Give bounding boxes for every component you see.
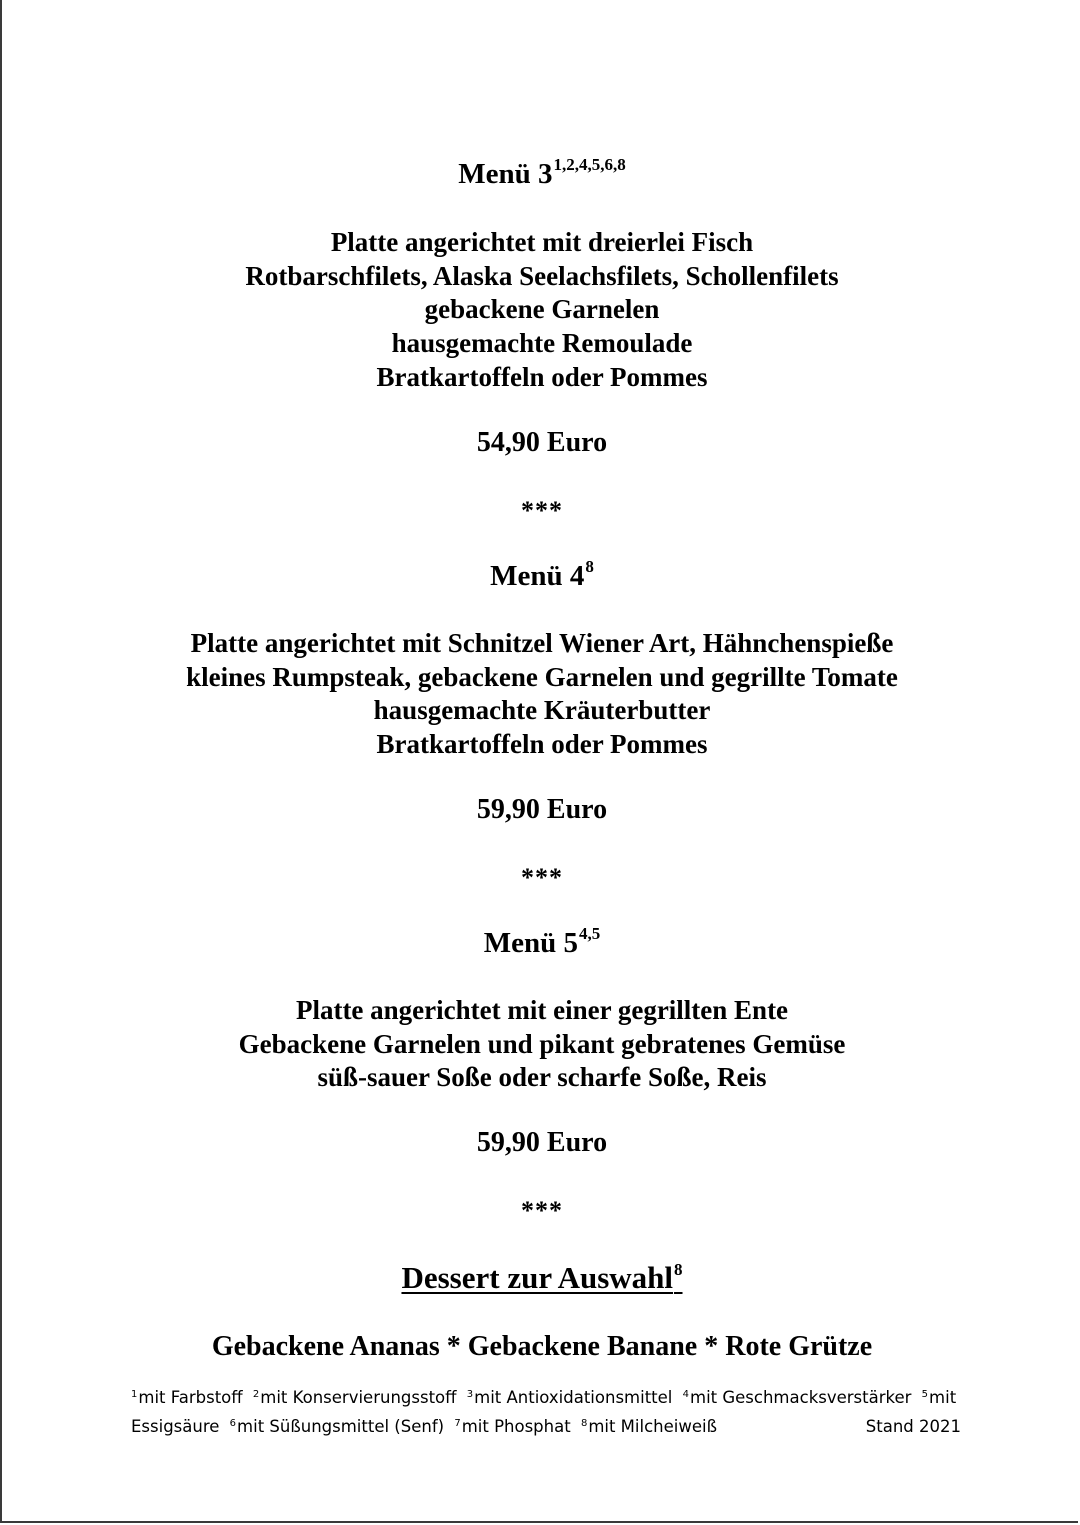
- menu5-line: süß-sauer Soße oder scharfe Soße, Reis: [317, 1062, 767, 1092]
- footnote-row: [131, 1385, 961, 1414]
- menu3-line: Bratkartoffeln oder Pommes: [376, 362, 708, 392]
- menu5-title: Menü 5: [483, 927, 578, 959]
- menu4-line: hausgemachte Kräuterbutter: [373, 695, 711, 725]
- footnote-number: 4: [682, 1389, 689, 1400]
- menu3-line: Platte angerichtet mit dreierlei Fisch: [330, 227, 754, 257]
- footnote: [131, 1417, 219, 1436]
- footnote: [230, 1417, 444, 1436]
- menu4-title: Menü 4: [490, 560, 585, 592]
- footnote-row: [131, 1414, 961, 1443]
- footnote-text: mit Geschmacksverstärker: [690, 1388, 912, 1407]
- footnote-number: 2: [252, 1389, 260, 1400]
- footnote: [922, 1388, 957, 1407]
- menu5-line: Platte angerichtet mit einer gegrillten Ente: [295, 995, 789, 1025]
- menu3-title: Menü 3: [458, 158, 553, 190]
- menu4-line: Bratkartoffeln oder Pommes: [376, 729, 708, 759]
- footnote-text: mit: [929, 1388, 957, 1407]
- separator: ***: [521, 1196, 563, 1225]
- menu3-allergens: 1,2,4,5,6,8: [553, 155, 626, 174]
- menu3-line: gebackene Garnelen: [424, 294, 660, 324]
- separator: ***: [521, 496, 563, 525]
- footnote-text: mit Milcheiweiß: [588, 1417, 717, 1436]
- menu4-allergens: 8: [585, 557, 594, 576]
- allergen-footnotes: [131, 1385, 961, 1443]
- dessert-items: Gebackene Ananas * Gebackene Banane * Rote Grütze: [211, 1331, 873, 1362]
- footnote-text: mit Farbstoff: [138, 1388, 243, 1407]
- dessert-heading: [2, 1260, 1080, 1296]
- footnote-number: 6: [229, 1418, 237, 1429]
- menu3-line: Rotbarschfilets, Alaska Seelachsfilets, Schollenfilets: [245, 261, 839, 291]
- menu3-heading: [2, 155, 1080, 191]
- footnote: [683, 1388, 912, 1407]
- menu4-price: 59,90 Euro: [476, 794, 608, 825]
- footnote: [581, 1417, 717, 1436]
- menu4-heading: [2, 557, 1080, 593]
- footnote-text: mit Süßungsmittel (Senf): [237, 1417, 445, 1436]
- stand-date: Stand 2021: [865, 1417, 961, 1436]
- footnote-number: 8: [580, 1418, 588, 1429]
- footnote-text: mit Konservierungsstoff: [260, 1388, 457, 1407]
- menu4-line: kleines Rumpsteak, gebackene Garnelen und gegrillte Tomate: [186, 662, 898, 692]
- separator: ***: [521, 863, 563, 892]
- menu3-line: hausgemachte Remoulade: [391, 328, 693, 358]
- dessert-title: Dessert zur Auswahl: [401, 1260, 674, 1295]
- footnote: [454, 1417, 570, 1436]
- footnote: [131, 1388, 243, 1407]
- menu5-price: 59,90 Euro: [476, 1127, 608, 1158]
- menu5-line: Gebackene Garnelen und pikant gebratenes Gemüse: [238, 1029, 846, 1059]
- menu5-allergens: 4,5: [579, 924, 601, 943]
- footnote-number: 1: [131, 1389, 138, 1400]
- footnote-text: mit Phosphat: [461, 1417, 571, 1436]
- footnote-number: 3: [466, 1389, 474, 1400]
- footnote-text: mit Antioxidationsmittel: [474, 1388, 673, 1407]
- footnote-text: Essigsäure: [131, 1417, 220, 1436]
- footnote-number: 5: [921, 1389, 929, 1400]
- menu4-line: Platte angerichtet mit Schnitzel Wiener Art, Hähnchenspieße: [190, 628, 894, 658]
- footnote: [467, 1388, 673, 1407]
- footnote-number: 7: [454, 1418, 461, 1429]
- dessert-allergens: 8: [674, 1260, 683, 1279]
- menu5-heading: [2, 924, 1080, 960]
- footnote: [253, 1388, 457, 1407]
- menu3-price: 54,90 Euro: [476, 427, 608, 458]
